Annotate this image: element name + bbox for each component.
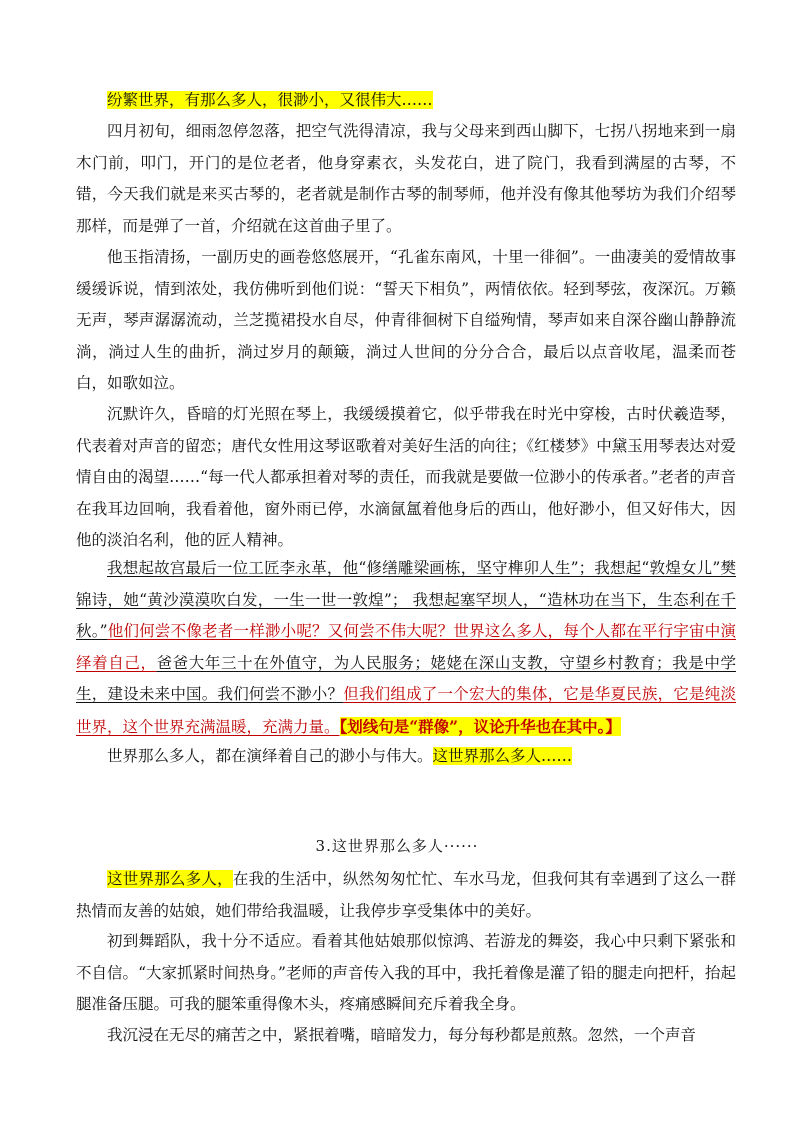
underlined-sentence-2: 爸爸大年三十在外值守，为人民服务；姥姥在深山支教，守望乡村教育；我是中学生，建设未来中国。我们何尝不渺小？: [76, 653, 736, 703]
underlined-red-sentence-1: 他们何尝不像老者一样渺小呢？又何尝不伟大呢？世界这么多人，每个人都在平行宇宙中演绎着自己，: [76, 622, 736, 672]
paragraph-3: 沉默许久，昏暗的灯光照在琴上，我缓缓摸着它，似乎带我在时光中穿梭，古时伏羲造琴，代表着对声音的留恋；唐代女性用这琴讴歌着对美好生活的向往；《红楼梦》中黛玉用琴表达对爱情自由的渴望……“每一代人都承担着对琴的责任，而我就是要做一位渺小的传承者。”老者的声音在我耳边回响，我看着他，窗外雨已停，水滴氤氲着他身后的西山，他好渺小，但又好伟大，因他的淡泊名利，他的匠人精神。: [76, 405, 736, 549]
section-heading: 3.这世界那么多人······: [315, 837, 479, 855]
intro-highlight: 纷繁世界，有那么多人，很渺小，又很伟大……: [107, 91, 433, 109]
paragraph-5: [76, 741, 736, 773]
paragraph-4: [76, 553, 736, 743]
underlined-red-sentence-2: 但我们组成了一个宏大的集体，它是华夏民族，它是纯淡世界，这个世界充满温暖，充满力量。: [76, 685, 736, 736]
intro-paragraph: [76, 85, 736, 117]
paragraph-6: [76, 864, 736, 927]
paragraph-6-text: 在我的生活中，纵然匆匆忙忙、车水马龙，但我何其有幸遇到了这么一群热情而友善的姑娘，她们带给我温暖，让我停步享受集体中的美好。: [76, 870, 736, 920]
paragraph-6-highlight: 这世界那么多人，: [107, 870, 233, 888]
paragraph-8: 我沉浸在无尽的痛苦之中，紧抿着嘴，暗暗发力，每分每秒都是煎熬。忽然，一个声音: [107, 1026, 697, 1044]
annotation-comment: 【划线句是“群像”，议论升华也在其中。】: [339, 716, 621, 736]
paragraph-2: 他玉指清扬，一副历史的画卷悠悠展开，“孔雀东南风，十里一徘徊”。一曲凄美的爱情故事缓缓诉说，情到浓处，我仿佛听到他们说：“誓天下相负”，两情依依。轻到琴弦，夜深沉。万籁无声，琴声潺潺流动，兰芝揽裙投水自尽，仲青徘徊树下自缢殉情，琴声如来自深谷幽山静静流淌，淌过人生的曲折，淌过岁月的颠簸，淌过人世间的分分合合，最后以点音收尾，温柔而苍白，如歌如泣。: [76, 248, 736, 392]
paragraph-1: 四月初旬，细雨忽停忽落，把空气洗得清凉，我与父母来到西山脚下，七拐八拐地来到一扇木门前，叩门，开门的是位老者，他身穿素衣，头发花白，进了院门，我看到满屋的古琴，不错，今天我们就是来买古琴的，老者就是制作古琴的制琴师，他并没有像其他琴坊为我们介绍琴那样，而是弹了一首，介绍就在这首曲子里了。: [76, 122, 736, 235]
paragraph-5-text: 世界那么多人，都在演绎着自己的渺小与伟大。: [107, 747, 433, 765]
paragraph-5-highlight: 这世界那么多人……: [432, 747, 573, 765]
underlined-sentence-1: 我想起故宫最后一位工匠李永革，他“修缮雕梁画栋，坚守榫卯人生”；我想起“敦煌女儿”樊锦诗，她“黄沙漠漠吹白发，一生一世一敦煌”； 我想起塞罕坝人，“造林功在当下，生态利在千秋。”: [76, 559, 736, 640]
paragraph-7: 初到舞蹈队，我十分不适应。看着其他姑娘那似惊鸿、若游龙的舞姿，我心中只剩下紧张和不自信。“大家抓紧时间热身。”老师的声音传入我的耳中，我托着像是灌了铅的腿走向把杆，抬起腿准备压腿。可我的腿笨重得像木头，疼痛感瞬间充斥着我全身。: [76, 932, 736, 1013]
